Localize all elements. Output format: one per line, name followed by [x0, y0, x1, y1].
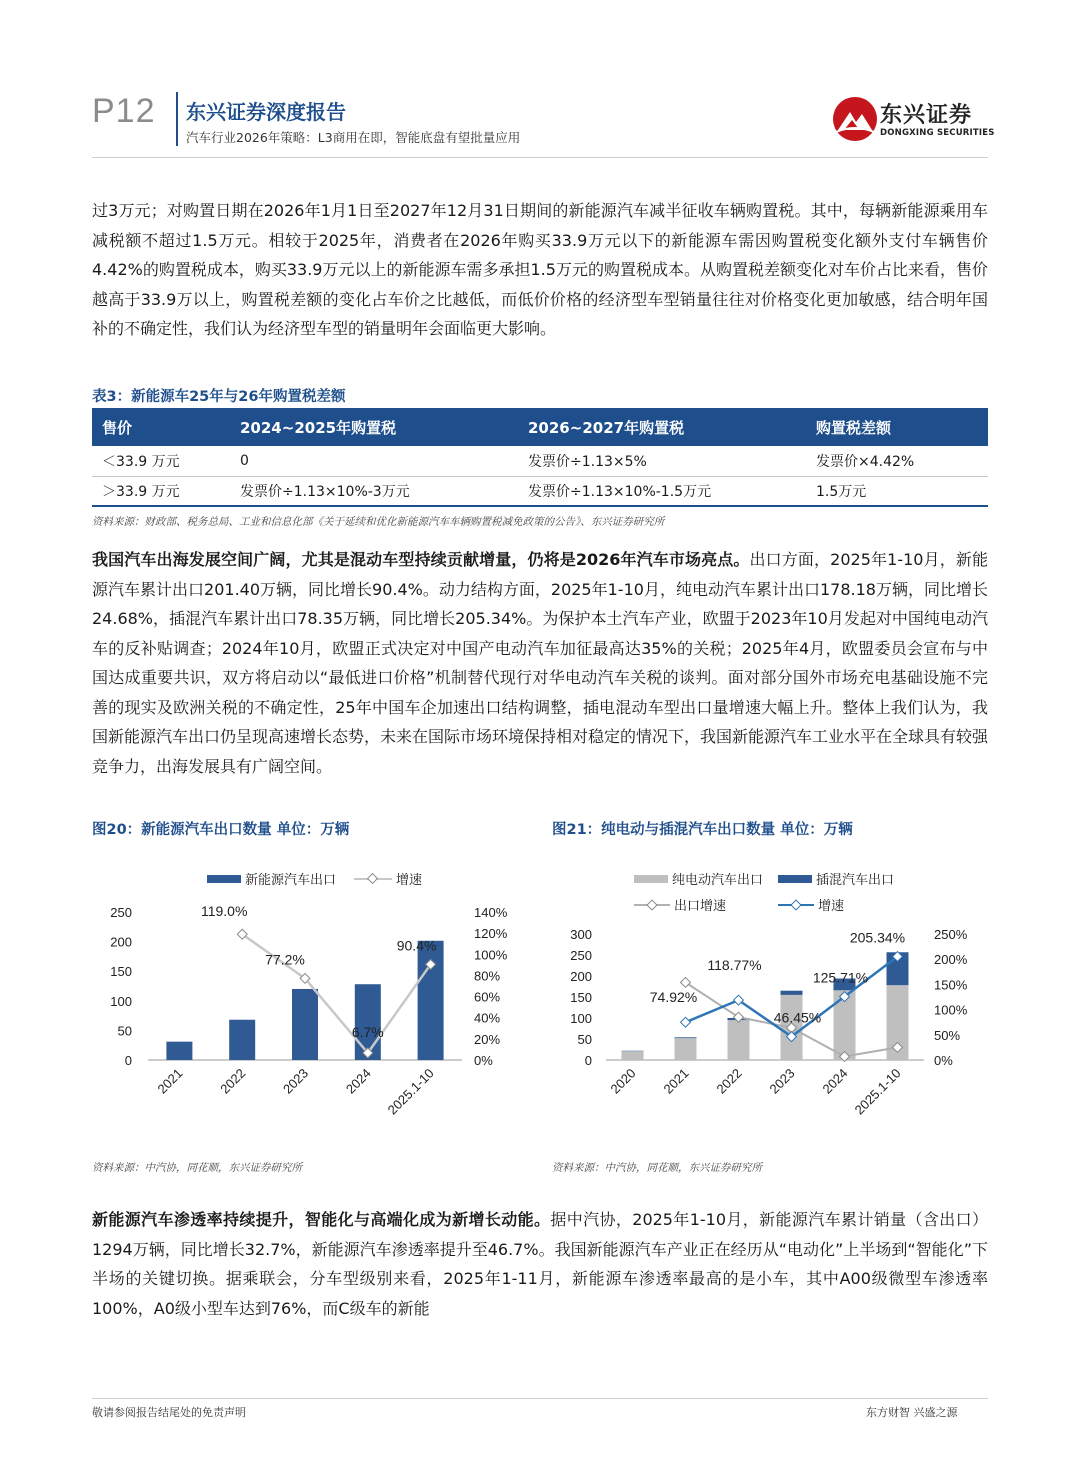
y-left-tick-label: 50: [117, 1023, 132, 1039]
y-right-tick-label: 0%: [934, 1053, 953, 1068]
chart21-title: 图21：纯电动与插混汽车出口数量 单位：万辆: [552, 822, 853, 838]
bar: [229, 1020, 255, 1060]
x-tick-label: 2021: [154, 1065, 186, 1097]
x-tick-label: 2022: [713, 1065, 745, 1097]
legend-label: 出口增速: [674, 898, 727, 913]
y-left-tick-label: 250: [570, 948, 592, 963]
bar: [418, 941, 444, 1060]
y-left-tick-label: 150: [570, 990, 592, 1005]
data-label: 46.45%: [773, 1009, 822, 1026]
chart20-title: 图20：新能源汽车出口数量 单位：万辆: [92, 822, 350, 838]
table-header-cell: 2026~2027年购置税: [518, 408, 806, 446]
table-header-cell: 2024~2025年购置税: [230, 408, 518, 446]
y-right-tick-label: 80%: [474, 968, 501, 984]
y-left-tick-label: 200: [110, 934, 132, 950]
data-label: 6.7%: [351, 1023, 384, 1040]
footer-slogan: 东方财智 兴盛之源: [866, 1406, 958, 1419]
table-cell: ＜33.9 万元: [92, 446, 230, 476]
paragraph-body: 出口方面，2025年1-10月，新能源汽车累计出口201.40万辆，同比增长90.4%。动力结构方面，2025年1-10月，纯电动汽车累计出口178.18万辆，同比增长24.68%，插混汽车累计出口78.35万辆，同比增长205.34%。为保护本土汽车产业，欧盟于2023年10月发起对中国纯电动汽车的反补贴调查；2024年10月，欧盟正式决定对中国产电动汽车加征最高达35%的关税；2025年4月，欧盟委员会宣布与中国达成重要共识，双方将启动以“最低进口价格”机制替代现行对华电动汽车关税的谈判。面对部分国外市场充电基础设施不完善的现实及欧洲关税的不确定性，25年中国车企加速出口结构调整，插电混动车型出口量增速大幅上升。整体上我们认为，我国新能源汽车出口仍呈现高速增长态势，未来在国际市场环境保持相对稳定的情况下，我国新能源汽车工业水平在全球具有较强竞争力，出海发展具有广阔空间。: [92, 550, 989, 776]
paragraph-penetration: [92, 1205, 988, 1323]
y-right-tick-label: 140%: [474, 905, 508, 920]
table-cell: 发票价÷1.13×5%: [518, 446, 806, 476]
paragraph-lead: 新能源汽车渗透率持续提升，智能化与高端化成为新增长动能。: [92, 1210, 551, 1229]
table-header-row: [92, 408, 988, 446]
legend-swatch-bar: [207, 875, 241, 883]
bar: [292, 989, 318, 1060]
table-cell: 发票价÷1.13×10%-1.5万元: [518, 476, 806, 506]
table-cell: 0: [230, 446, 518, 476]
table-cell: 1.5万元: [806, 476, 988, 506]
bar-phev: [675, 1037, 697, 1038]
chart20-export-volume: [92, 860, 522, 1150]
paragraph-lead: 我国汽车出海发展空间广阔，尤其是混动车型持续贡献增量，仍将是2026年汽车市场亮点。: [92, 550, 750, 569]
report-title: 东兴证券深度报告: [186, 100, 346, 124]
x-tick-label: 2023: [280, 1065, 312, 1097]
logo-text-cn: 东兴证券: [880, 103, 973, 128]
y-left-tick-label: 300: [570, 927, 592, 942]
dongxing-logo-icon: [832, 96, 878, 142]
y-left-tick-label: 100: [110, 993, 132, 1009]
legend-marker: [647, 900, 657, 910]
data-label: 90.4%: [396, 937, 437, 954]
x-tick-label: 2023: [766, 1065, 798, 1097]
x-tick-label: 2025.1-10: [384, 1065, 437, 1118]
y-right-tick-label: 40%: [474, 1010, 501, 1026]
x-tick-label: 2020: [607, 1065, 639, 1097]
x-tick-label: 2022: [217, 1065, 249, 1097]
paragraph-body: 据中汽协，2025年1-10月，新能源汽车累计销量（含出口）1294万辆，同比增长32.7%，新能源汽车渗透率提升至46.7%。我国新能源汽车产业正在经历从“电动化”上半场到“智能化”下半场的关键切换。据乘联会，分车型级别来看，2025年1-11月，新能源车渗透率最高的是小车，其中A00级微型车渗透率100%，A0级小型车达到76%，而C级车的新能: [92, 1210, 988, 1318]
table-source: 资料来源：财政部、税务总局、工业和信息化部《关于延续和优化新能源汽车车辆购置税减免政策的公告》、东兴证券研究所: [92, 516, 665, 528]
table-row: [92, 476, 988, 506]
y-right-tick-label: 100%: [934, 1002, 968, 1018]
legend-swatch-bev: [634, 875, 668, 883]
data-label: 118.77%: [707, 957, 762, 974]
data-label: 125.71%: [812, 969, 869, 986]
y-left-tick-label: 0: [584, 1053, 592, 1068]
x-tick-label: 2021: [660, 1065, 692, 1097]
data-label: 119.0%: [200, 903, 248, 920]
bar-phev: [781, 991, 803, 995]
paragraph-export: [92, 545, 988, 781]
y-right-tick-label: 20%: [474, 1031, 501, 1047]
legend-swatch-phev: [778, 875, 812, 883]
paragraph-purchase-tax: 过3万元；对购置日期在2026年1月1日至2027年12月31日期间的新能源汽车减半征收车辆购置税。其中，每辆新能源乘用车减税额不超过1.5万元。相较于2025年，消费者在2026年购买33.9万元以下的新能源车需因购置税变化额外支付车辆售价4.42%的购置税成本，购买33.9万元以上的新能源车需多承担1.5万元的购置税成本。从购置税差额变化对车价占比来看，售价越高于33.9万以上，购置税差额的变化占车价之比越低，而低价价格的经济型车型销量往往对价格变化更加敏感，结合明年国补的不确定性，我们认为经济型车型的销量明年会面临更大影响。: [92, 201, 988, 338]
legend-label: 增速: [396, 872, 423, 887]
phev-growth-marker: [681, 1017, 691, 1027]
header-rule: [92, 157, 988, 158]
chart21-source: 资料来源：中汽协，同花顺，东兴证券研究所: [552, 1162, 762, 1174]
x-tick-label: 2025.1-10: [851, 1065, 904, 1118]
legend-label: 增速: [818, 898, 845, 913]
logo-text-en: DONGXING SECURITIES: [880, 128, 995, 138]
y-right-tick-label: 60%: [474, 989, 501, 1005]
y-left-tick-label: 100: [570, 1011, 592, 1026]
y-right-tick-label: 150%: [934, 977, 968, 993]
x-tick-label: 2024: [342, 1065, 374, 1097]
y-left-tick-label: 200: [570, 969, 592, 984]
header-divider: [176, 92, 178, 146]
table-cell: ＞33.9 万元: [92, 476, 230, 506]
bar-bev: [675, 1038, 697, 1060]
data-label: 77.2%: [265, 951, 305, 968]
purchase-tax-table: [92, 408, 988, 507]
page-number: P12: [92, 92, 156, 130]
y-right-tick-label: 200%: [934, 952, 968, 968]
chart20-source: 资料来源：中汽协，同花顺，东兴证券研究所: [92, 1162, 302, 1174]
x-tick-label: 2024: [819, 1065, 851, 1097]
y-right-tick-label: 100%: [474, 947, 508, 963]
y-right-tick-label: 250%: [934, 927, 968, 942]
y-left-tick-label: 250: [110, 905, 132, 920]
footer-disclaimer: 敬请参阅报告结尾处的免责声明: [92, 1406, 246, 1419]
table-header-cell: 售价: [92, 408, 230, 446]
legend-label: 插混汽车出口: [816, 872, 895, 887]
bar-bev: [622, 1051, 644, 1060]
y-left-tick-label: 50: [577, 1032, 592, 1047]
table-cell: 发票价÷1.13×10%-3万元: [230, 476, 518, 506]
legend-label: 新能源汽车出口: [245, 872, 337, 887]
y-right-tick-label: 0%: [474, 1053, 493, 1068]
chart21-bev-phev-export: [552, 860, 988, 1150]
legend-label: 纯电动汽车出口: [672, 872, 764, 887]
table-cell: 发票价×4.42%: [806, 446, 988, 476]
data-label: 205.34%: [849, 929, 906, 946]
y-left-tick-label: 150: [110, 964, 132, 980]
bar-bev: [728, 1020, 750, 1060]
table-caption: 表3：新能源车25年与26年购置税差额: [92, 389, 346, 405]
legend-marker: [791, 900, 801, 910]
data-label: 74.92%: [649, 989, 698, 1006]
legend-marker: [368, 874, 378, 884]
footer-rule: [92, 1398, 988, 1399]
y-left-tick-label: 0: [124, 1053, 132, 1068]
y-right-tick-label: 50%: [934, 1027, 961, 1043]
table-header-cell: 购置税差额: [806, 408, 988, 446]
y-right-tick-label: 120%: [474, 926, 508, 942]
report-subtitle: 汽车行业2026年策略：L3商用在即，智能底盘有望批量应用: [186, 130, 521, 145]
bar: [166, 1042, 192, 1060]
table-row: [92, 446, 988, 476]
